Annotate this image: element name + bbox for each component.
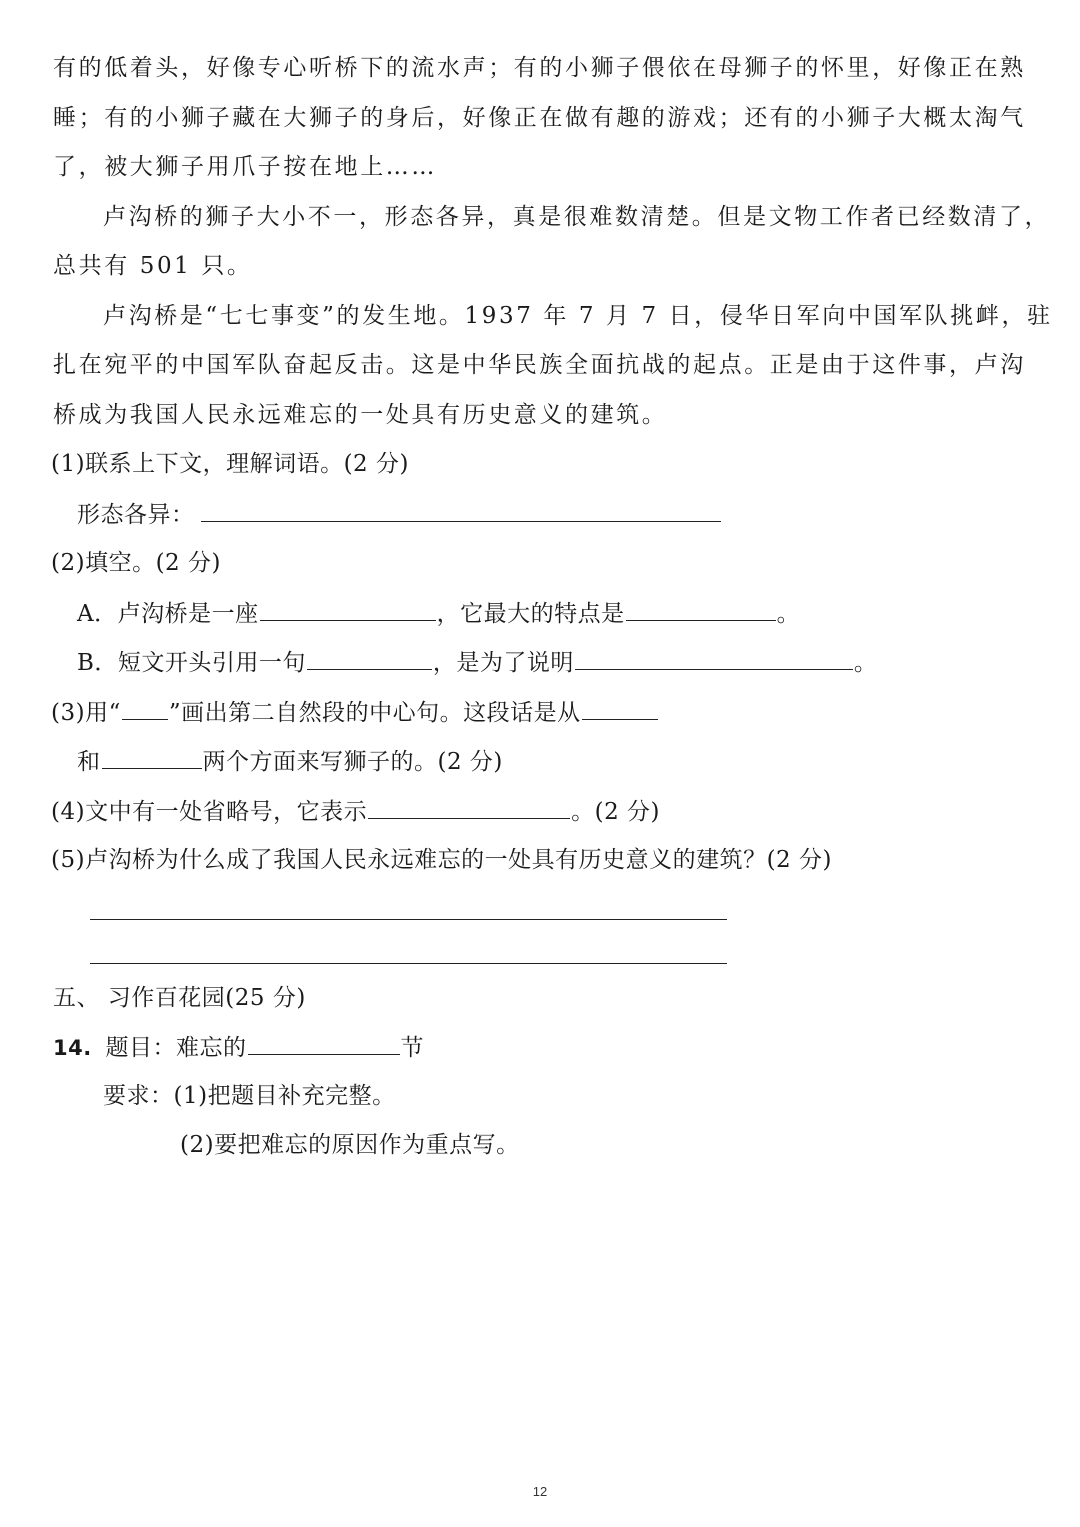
passage-line: 总共有 501 只。 (53, 253, 253, 279)
question-4-suffix: 。(2 分) (571, 799, 660, 825)
answer-blank-2a-1[interactable] (260, 598, 436, 621)
answer-blank-3-2[interactable] (102, 746, 202, 769)
question-3-line2-suffix: 两个方面来写狮子的。(2 分) (202, 749, 503, 775)
answer-blank-2a-2[interactable] (626, 598, 776, 621)
passage-line: 卢沟桥是“七七事变”的发生地。1937 年 7 月 7 日，侵华日军向中国军队挑衅，驻 (103, 303, 1053, 329)
answer-blank-2b-1[interactable] (307, 647, 432, 670)
requirement-2: (2)要把难忘的原因作为重点写。 (180, 1132, 520, 1158)
question-5: (5)卢沟桥为什么成了我国人民永远难忘的一处具有历史意义的建筑？(2 分) (51, 847, 832, 873)
question-2a-middle: ，它最大的特点是 (436, 601, 625, 627)
question-1-term: 形态各异： (77, 502, 195, 528)
answer-line-5-1[interactable] (90, 919, 727, 920)
answer-line-5-2[interactable] (90, 963, 727, 964)
question-3-line2-prefix: 和 (77, 749, 101, 775)
question-2a-end: 。 (776, 601, 801, 627)
page-number: 12 (532, 1484, 548, 1499)
question-2b-end: 。 (853, 650, 878, 676)
passage-line: 睡；有的小狮子藏在大狮子的身后，好像正在做有趣的游戏；还有的小狮子大概太淘气 (53, 105, 1026, 131)
passage-line: 卢沟桥的狮子大小不一，形态各异，真是很难数清楚。但是文物工作者已经数清了， (103, 204, 1051, 230)
question-2b-middle: ，是为了说明 (432, 650, 574, 676)
answer-blank-1[interactable] (201, 499, 721, 522)
passage-line: 扎在宛平的中国军队奋起反击。这是中华民族全面抗战的起点。正是由于这件事，卢沟 (53, 352, 1026, 378)
item-14-title-prefix: 题目：难忘的 (105, 1035, 247, 1061)
passage-line: 桥成为我国人民永远难忘的一处具有历史意义的建筑。 (53, 402, 668, 428)
question-2: (2)填空。(2 分) (51, 550, 221, 576)
question-1: (1)联系上下文，理解词语。(2 分) (51, 451, 409, 477)
question-2a-row (77, 598, 800, 629)
question-1-term-row (77, 499, 722, 530)
question-2b-row (77, 647, 877, 678)
title-blank[interactable] (248, 1032, 400, 1055)
question-2a-prefix: A．卢沟桥是一座 (77, 601, 259, 627)
question-4-prefix: (4)文中有一处省略号，它表示 (51, 799, 368, 825)
answer-blank-3-1[interactable] (582, 697, 658, 720)
question-3-row (51, 697, 659, 728)
answer-blank-4[interactable] (368, 796, 570, 819)
requirement-1: 要求：(1)把题目补充完整。 (103, 1083, 396, 1109)
passage-line: 了，被大狮子用爪子按在地上…… (53, 154, 437, 180)
question-4-row (51, 796, 660, 827)
section-5-heading: 五、 习作百花园(25 分) (53, 985, 306, 1011)
underline-sample (122, 697, 168, 720)
item-number: 14. (53, 1036, 92, 1060)
question-3-prefix: (3)用“ (51, 700, 121, 726)
question-2b-prefix: B．短文开头引用一句 (77, 650, 306, 676)
item-14-title-suffix: 节 (400, 1035, 425, 1061)
item-14-row (53, 1032, 424, 1063)
question-3-row-2 (77, 746, 503, 777)
question-3-middle: ”画出第二自然段的中心句。这段话是从 (168, 700, 581, 726)
answer-blank-2b-2[interactable] (575, 647, 853, 670)
passage-line: 有的低着头，好像专心听桥下的流水声；有的小狮子偎依在母狮子的怀里，好像正在熟 (53, 55, 1026, 81)
